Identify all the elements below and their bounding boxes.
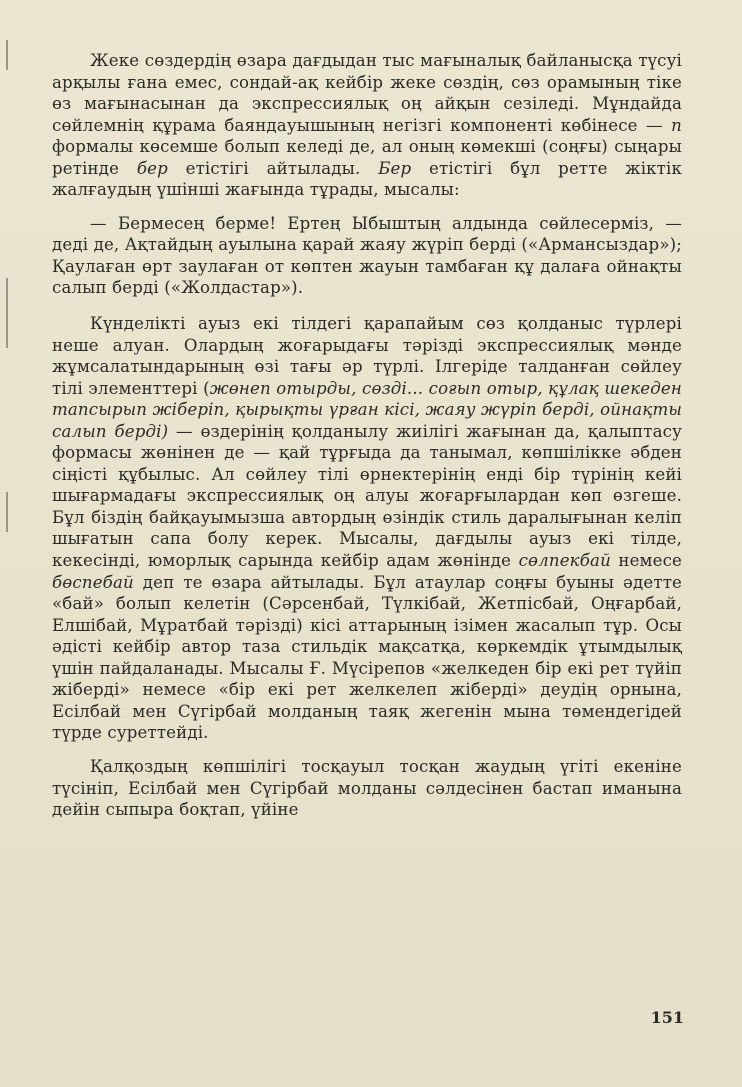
text-run: Қалқоздың көпшілігі тосқауыл тосқан жаудың үгіті екеніне түсініп, Есілбай мен Сүгірбай молданы сәлдесінен бастап иманына дейін сыпыра боқтап, үйіне xyxy=(52,756,682,820)
text-run: етістігі бұл ретте жіктік жалғаудың үшінші жағында тұрады, мысалы: xyxy=(52,158,682,200)
paragraph xyxy=(52,50,682,201)
gutter-mark xyxy=(6,278,8,348)
text-run: етістігі айтылады. xyxy=(167,158,379,178)
text-run: формалы көсемше болып келеді де, ал оның көмекші (соңғы) сыңары ретінде xyxy=(52,137,682,178)
paragraph xyxy=(52,213,682,299)
italic-text: бөспебай xyxy=(52,572,134,592)
text-run: немесе xyxy=(610,551,682,571)
gutter-mark xyxy=(6,40,8,70)
text-run: Жеке сөздердің өзара дағдыдан тыс мағыналық байланысқа түсуі арқылы ғана емес, сондай-ақ кейбір жеке сөздің, сөз орамының тікe өз мағынасынан да экспрессиялық оң айқын сезіледі. Мұндайда сөйлемнің құрама баяндауышының негізгі компоненті көбінесе — xyxy=(52,51,682,135)
text-run: — Бермесең берме! Ертең Ыбыштың алдында сөйлесерміз, — деді де, Ақтайдың ауылына қарай жаяу жүріп берді («Армансыздар»); Қаулаған өрт заулаған от көптен жауын тамбаған құ далаға ойнақты салып берді («Жолдастар»). xyxy=(52,213,682,298)
text-run: Күнделікті ауыз екі тілдегі қарапайым сөз қолданыс түрлері неше алуан. Олардың жоғарыдағы тәрізді экспрессиялық мәнде жұмсалатындарының өзі тағы әр түрлі. Ілгеріде талданған сөйлеу тілі элементтері ( xyxy=(52,314,682,398)
italic-text: сөлпекбай xyxy=(518,551,611,571)
italic-text: бер xyxy=(136,158,168,178)
italic-text: п xyxy=(671,115,682,135)
gutter-mark xyxy=(6,492,8,532)
body-text xyxy=(52,50,682,821)
italic-text: жөнеп отырды, сөзді... соғып отыр, құлақ шекеден тапсырып жіберіп, қырықты үрған кісі, жаяу жүріп берді, ойнақты салып берді) xyxy=(52,378,682,441)
italic-text: Бер xyxy=(378,158,412,178)
text-run: деп те өзара айтылады. Бұл атаулар соңғы буыны әдетте «бай» болып келетін (Сәрсенбай, Түлкібай, Жетпісбай, Оңғарбай, Елшібай, Мұратбай тәрізді) кісі аттарының ізімен жасалып тұр. Осы әдісті кейбір автор таза стильдік мақсатқа, көркемдік ұтымдылық үшін пайдаланады. Мысалы Ғ. Мүсірепов «желкеден бір екі рет түйіп жіберді» немесе «бір екі рет желкелеп жіберді» деудің орнына, Есілбай мен Сүгірбай молданың таяқ жегенін мына төмендегідей түрде суреттейді. xyxy=(52,572,682,743)
page-number: 151 xyxy=(650,1008,684,1027)
paragraph xyxy=(52,756,682,821)
text-run: — өздерінің қолданылу жиілігі жағынан да, қалыптасу формасы жөнінен де — қай тұрғыда да танымал, көпшілікке әбден сіңісті құбылыс. Ал сөйлеу тілі өрнектерінің енді бір түрінің кейі шығармадағы экспрессиялық оң алуы жоғарғылардан көп өзгеше. Бұл біздің байқауымызша автордың өзіндік стиль даралығынан келіп шығатын сапа болу керек. Мысалы, дағдылы ауыз екі тілде, кекесінді, юморлық сарында кейбір адам жөнінде xyxy=(52,421,682,571)
paragraph xyxy=(52,313,682,744)
